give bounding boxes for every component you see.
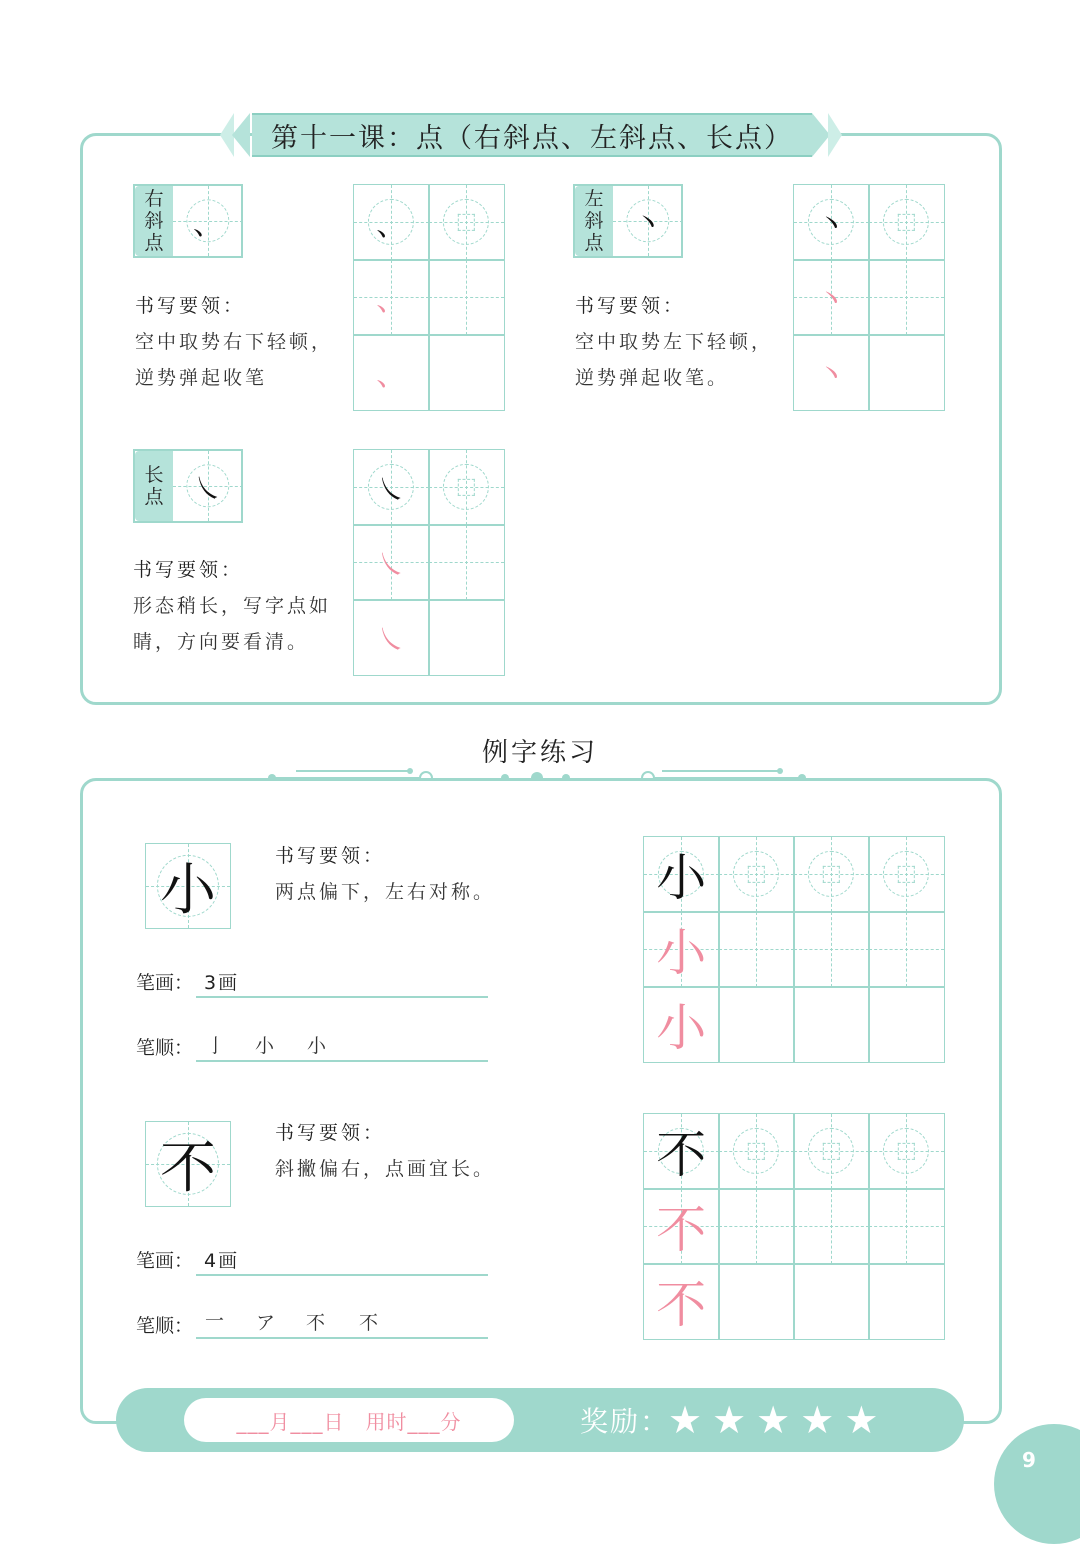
practice-cell[interactable] xyxy=(793,836,870,913)
practice-cell[interactable] xyxy=(868,1188,945,1265)
stroke-order-label: 笔顺： xyxy=(136,1037,194,1059)
stroke-name: 右 斜 点 xyxy=(135,186,173,256)
stroke-count-line xyxy=(196,996,488,998)
practice-cell[interactable] xyxy=(428,259,505,336)
practice-cell[interactable] xyxy=(718,911,795,988)
practice-grid-bu[interactable] xyxy=(643,1113,943,1338)
practice-cell[interactable] xyxy=(868,986,945,1063)
stroke-order-label: 笔顺： xyxy=(136,1315,194,1337)
practice-cell[interactable] xyxy=(428,184,505,261)
stroke-tips-left-dot: 书写要领： 空中取势左下轻顿， 逆势弹起收笔。 xyxy=(575,295,774,389)
trace-glyph: 小 xyxy=(656,999,707,1058)
practice-cell[interactable] xyxy=(793,1113,870,1190)
stroke-order-line xyxy=(196,1337,488,1339)
practice-cell[interactable] xyxy=(428,449,505,526)
practice-cell[interactable] xyxy=(353,259,430,336)
practice-cell[interactable] xyxy=(353,599,430,676)
practice-cell[interactable] xyxy=(793,911,870,988)
practice-cell[interactable] xyxy=(643,1113,720,1190)
practice-cell[interactable] xyxy=(718,1188,795,1265)
practice-cell[interactable] xyxy=(428,599,505,676)
practice-cell[interactable] xyxy=(353,524,430,601)
trace-glyph: 、 xyxy=(376,283,407,319)
stroke-order-step: 小 xyxy=(255,1035,275,1057)
lesson-title: 第十一课：点（右斜点、左斜点、长点） xyxy=(252,113,812,157)
reward-stars[interactable] xyxy=(668,1398,878,1442)
stroke-order-step: 一 xyxy=(205,1310,225,1332)
practice-cell[interactable] xyxy=(353,449,430,526)
stroke-name: 左 斜 点 xyxy=(575,186,613,256)
practice-cell[interactable] xyxy=(793,184,870,261)
practice-grid-long-dot[interactable] xyxy=(353,449,503,674)
reward-label: 奖励： xyxy=(580,1405,671,1438)
example-char: 不 xyxy=(160,1136,216,1201)
stroke-card-left-dot xyxy=(573,184,683,258)
star-icon[interactable]: ★ xyxy=(800,1398,835,1442)
date-time-field[interactable]: ___月___日 用时___分 xyxy=(184,1398,514,1442)
stroke-count-value: 3画 xyxy=(204,972,240,994)
trace-glyph: 丶 xyxy=(816,358,847,394)
practice-cell[interactable] xyxy=(868,836,945,913)
footer-bar xyxy=(116,1388,964,1452)
stroke-order-step: 小 xyxy=(307,1035,327,1057)
model-glyph: 小 xyxy=(656,849,707,908)
example-char-box-xiao xyxy=(145,843,231,929)
example-tips-bu: 书写要领： 斜撇偏右，点画宜长。 xyxy=(275,1122,496,1180)
stroke-tips-right-dot: 书写要领： 空中取势右下轻顿， 逆势弹起收笔 xyxy=(135,295,334,389)
stroke-glyph: 丶 xyxy=(633,207,663,242)
example-char: 小 xyxy=(160,858,216,923)
trace-glyph: 不 xyxy=(656,1201,707,1260)
stroke-glyph: 、 xyxy=(193,207,223,242)
practice-cell[interactable] xyxy=(428,334,505,411)
lesson-title-banner xyxy=(240,113,824,157)
star-icon[interactable]: ★ xyxy=(844,1398,879,1442)
page-number: 9 xyxy=(1022,1448,1036,1472)
trace-glyph: 丶 xyxy=(816,283,847,319)
trace-glyph: 不 xyxy=(656,1276,707,1335)
practice-cell[interactable] xyxy=(718,836,795,913)
page-number-badge xyxy=(994,1424,1080,1544)
stroke-card-long-dot xyxy=(133,449,243,523)
practice-cell[interactable] xyxy=(793,986,870,1063)
stroke-tips-long-dot: 书写要领： 形态稍长，写字点如 睛，方向要看清。 xyxy=(133,559,332,653)
practice-grid-left-dot[interactable] xyxy=(793,184,943,409)
stroke-count-label: 笔画： xyxy=(136,1250,194,1272)
stroke-order-step: 不 xyxy=(306,1312,326,1334)
trace-glyph: ㇏ xyxy=(376,548,407,584)
practice-cell[interactable] xyxy=(643,911,720,988)
stroke-order-step: 亅 xyxy=(206,1035,226,1057)
star-icon[interactable]: ★ xyxy=(668,1398,703,1442)
practice-grid-xiao[interactable] xyxy=(643,836,943,1061)
trace-glyph: 、 xyxy=(376,358,407,394)
stroke-order-step: ア xyxy=(256,1312,276,1334)
practice-cell[interactable] xyxy=(428,524,505,601)
practice-cell[interactable] xyxy=(868,1113,945,1190)
practice-cell[interactable] xyxy=(793,1188,870,1265)
stroke-count-label: 笔画： xyxy=(136,972,194,994)
stroke-count-value: 4画 xyxy=(204,1250,240,1272)
stroke-count-line xyxy=(196,1274,488,1276)
practice-grid-right-dot[interactable] xyxy=(353,184,503,409)
practice-cell[interactable] xyxy=(793,334,870,411)
example-tips-xiao: 书写要领： 两点偏下，左右对称。 xyxy=(275,845,496,903)
model-glyph: 丶 xyxy=(816,208,847,244)
example-char-box-bu xyxy=(145,1121,231,1207)
model-glyph: 不 xyxy=(656,1126,707,1185)
stroke-card-right-dot xyxy=(133,184,243,258)
stroke-order-step: 不 xyxy=(359,1312,379,1334)
trace-glyph: 小 xyxy=(656,924,707,983)
trace-glyph: ㇏ xyxy=(376,623,407,659)
practice-cell[interactable] xyxy=(793,259,870,336)
practice-cell[interactable] xyxy=(793,1263,870,1340)
practice-cell[interactable] xyxy=(868,334,945,411)
practice-cell[interactable] xyxy=(718,986,795,1063)
practice-cell[interactable] xyxy=(643,836,720,913)
section-title: 例字练习 xyxy=(481,738,598,768)
practice-cell[interactable] xyxy=(353,184,430,261)
star-icon[interactable]: ★ xyxy=(712,1398,747,1442)
practice-cell[interactable] xyxy=(353,334,430,411)
practice-cell[interactable] xyxy=(643,1263,720,1340)
model-glyph: 、 xyxy=(376,208,407,244)
model-glyph: ㇏ xyxy=(376,473,407,509)
practice-cell[interactable] xyxy=(643,1188,720,1265)
practice-cell[interactable] xyxy=(868,259,945,336)
stroke-glyph: ㇏ xyxy=(193,472,223,507)
practice-cell[interactable] xyxy=(868,184,945,261)
practice-cell[interactable] xyxy=(718,1263,795,1340)
practice-cell[interactable] xyxy=(868,1263,945,1340)
star-icon[interactable]: ★ xyxy=(756,1398,791,1442)
stroke-name: 长 点 xyxy=(135,451,173,521)
practice-cell[interactable] xyxy=(868,911,945,988)
stroke-order-line xyxy=(196,1060,488,1062)
practice-cell[interactable] xyxy=(643,986,720,1063)
practice-cell[interactable] xyxy=(718,1113,795,1190)
